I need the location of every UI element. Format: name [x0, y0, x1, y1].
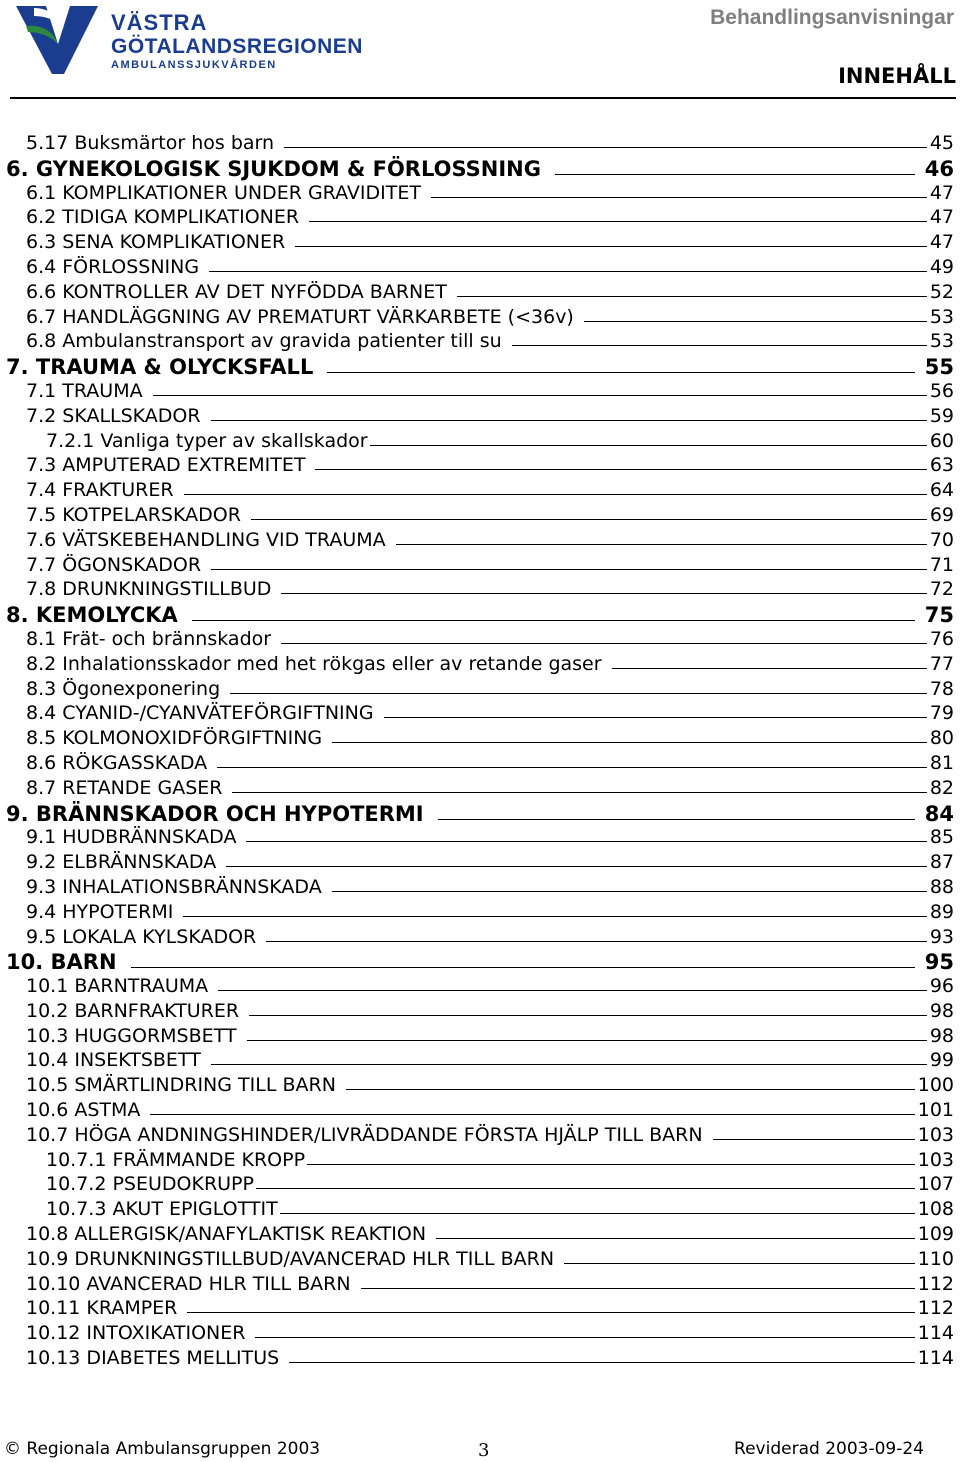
toc-entry-label: 7.2 SKALLSKADOR [26, 404, 201, 427]
toc-page-number: 88 [929, 875, 954, 898]
toc-entry-label: 7.5 KOTPELARSKADOR [26, 503, 241, 526]
toc-entry-row[interactable] [26, 653, 954, 678]
toc-leader-line [246, 841, 926, 842]
toc-leader-line [713, 1139, 915, 1140]
footer-page-number: 3 [478, 1440, 490, 1461]
toc-page-number: 93 [929, 925, 954, 948]
toc-entry-label: 6.8 Ambulanstransport av gravida patienter till su [26, 330, 502, 353]
toc-entry-label: 6.1 KOMPLIKATIONER UNDER GRAVIDITET [26, 181, 421, 204]
toc-leader-line [332, 742, 927, 743]
toc-entry-label: 7.6 VÄTSKEBEHANDLING VID TRAUMA [26, 528, 386, 551]
toc-chapter-row[interactable] [6, 603, 954, 628]
toc-entry-row[interactable] [26, 926, 954, 951]
toc-leader-line [131, 967, 915, 968]
toc-entry-label: 10.12 INTOXIKATIONER [26, 1322, 246, 1345]
toc-page-number: 103 [917, 1123, 954, 1146]
toc-page-number: 64 [929, 479, 954, 502]
toc-entry-label: 10.6 ASTMA [26, 1099, 141, 1122]
toc-entry-label: 7.7 ÖGONSKADOR [26, 553, 202, 576]
toc-entry-row[interactable] [26, 132, 954, 157]
toc-entry-label: 6.6 KONTROLLER AV DET NYFÖDDA BARNET [26, 280, 447, 303]
toc-leader-line [281, 643, 927, 644]
toc-page-number: 47 [929, 206, 954, 229]
toc-entry-label: 8.4 CYANID-/CYANVÄTEFÖRGIFTNING [26, 702, 374, 725]
toc-entry-label: 5.17 Buksmärtor hos barn [26, 132, 275, 154]
toc-page-number: 49 [929, 255, 954, 278]
toc-leader-line [555, 174, 915, 175]
footer-copyright: © Regionala Ambulansgruppen 2003 [4, 1439, 321, 1459]
toc-entry-label: 6.4 FÖRLOSSNING [26, 255, 200, 278]
toc-leader-line [184, 494, 927, 495]
toc-leader-line [211, 420, 927, 421]
toc-entry-row[interactable] [26, 1223, 954, 1248]
toc-entry-row[interactable] [26, 901, 954, 926]
toc-leader-line [457, 296, 927, 297]
toc-leader-line [251, 519, 927, 520]
toc-leader-line [289, 1362, 915, 1363]
toc-leader-line [612, 668, 927, 669]
toc-entry-label: 7.2.1 Vanliga typer av skallskador [46, 429, 368, 452]
toc-leader-line [232, 792, 926, 793]
toc-page-number: 100 [917, 1074, 954, 1097]
toc-entry-row[interactable] [26, 256, 954, 281]
toc-page-number: 114 [917, 1322, 954, 1345]
toc-page-number: 76 [929, 627, 954, 650]
toc-page-number: 53 [929, 305, 954, 328]
toc-leader-line [315, 469, 926, 470]
toc-entry-label: 6.2 TIDIGA KOMPLIKATIONER [26, 206, 300, 229]
toc-entry-label: 8.7 RETANDE GASER [26, 776, 223, 799]
toc-page-number: 46 [924, 156, 954, 181]
logo-line-3: AMBULANSSJUKVÅRDEN [111, 59, 277, 71]
toc-entry-row[interactable] [26, 1297, 954, 1322]
toc-entry-label: 10.1 BARNTRAUMA [26, 975, 209, 998]
toc-entry-row[interactable] [26, 206, 954, 231]
region-logo-icon [14, 4, 100, 76]
toc-entry-row[interactable] [26, 430, 954, 455]
toc-entry-label: 8.5 KOLMONOXIDFÖRGIFTNING [26, 727, 323, 750]
toc-entry-row[interactable] [26, 1347, 954, 1372]
toc-entry-label: 10.5 SMÄRTLINDRING TILL BARN [26, 1074, 336, 1097]
toc-leader-line [255, 1337, 914, 1338]
toc-page-number: 107 [917, 1173, 954, 1196]
toc-page-number: 87 [929, 851, 954, 874]
toc-entry-row[interactable] [26, 554, 954, 579]
toc-entry-row[interactable] [26, 1124, 954, 1149]
toc-entry-row[interactable] [26, 306, 954, 331]
toc-entry-row[interactable] [26, 1000, 954, 1025]
toc-entry-label: 6.3 SENA KOMPLIKATIONER [26, 231, 286, 254]
toc-entry-row[interactable] [26, 231, 954, 256]
toc-leader-line [256, 1188, 915, 1189]
toc-leader-line [436, 1238, 915, 1239]
toc-entry-row[interactable] [26, 1322, 954, 1347]
toc-entry-row[interactable] [26, 1248, 954, 1273]
toc-leader-line [218, 990, 927, 991]
toc-entry-label: 7.1 TRAUMA [26, 379, 143, 402]
toc-entry-row[interactable] [26, 1025, 954, 1050]
toc-leader-line [150, 1114, 914, 1115]
logo [14, 4, 364, 76]
toc-entry-row[interactable] [26, 752, 954, 777]
toc-page-number: 78 [929, 677, 954, 700]
toc-entry-row[interactable] [26, 454, 954, 479]
toc-page-number: 70 [929, 528, 954, 551]
toc-page-number: 110 [917, 1247, 954, 1270]
toc-entry-row[interactable] [26, 182, 954, 207]
footer-revised-date: Reviderad 2003-09-24 [734, 1439, 924, 1459]
section-title: INNEHÅLL [838, 64, 956, 88]
toc-page-number: 75 [924, 603, 954, 628]
toc-page-number: 69 [929, 503, 954, 526]
toc-leader-line [361, 1288, 915, 1289]
logo-text [111, 12, 363, 71]
toc-entry-label: 10.13 DIABETES MELLITUS [26, 1347, 280, 1370]
toc-page-number: 53 [929, 330, 954, 353]
toc-entry-row[interactable] [26, 975, 954, 1000]
toc-entry-label: 8.2 Inhalationsskador med het rökgas eller av retande gaser [26, 652, 602, 675]
toc-page-number: 108 [917, 1198, 954, 1221]
toc-leader-line [211, 569, 927, 570]
toc-entry-row[interactable] [26, 1198, 954, 1223]
toc-page-number: 98 [929, 999, 954, 1022]
toc-leader-line [332, 891, 927, 892]
toc-page-number: 81 [929, 751, 954, 774]
toc-entry-label: 8.1 Frät- och brännskador [26, 627, 272, 650]
toc-entry-label: 10.7 HÖGA ANDNINGSHINDER/LIVRÄDDANDE FÖRSTA HJÄLP TILL BARN [26, 1123, 703, 1146]
toc-entry-label: 10.11 KRAMPER [26, 1297, 178, 1320]
toc-leader-line [512, 345, 927, 346]
toc-page-number: 71 [929, 553, 954, 576]
toc-page-number: 56 [929, 379, 954, 402]
toc-page-number: 89 [929, 900, 954, 923]
toc-leader-line [431, 197, 927, 198]
toc-entry-label: 10.4 INSEKTSBETT [26, 1049, 201, 1072]
toc-page-number: 112 [917, 1272, 954, 1295]
toc-leader-line [346, 1089, 915, 1090]
logo-line-1: VÄSTRA [111, 10, 208, 35]
toc-entry-row[interactable] [26, 281, 954, 306]
toc-entry-row[interactable] [26, 330, 954, 355]
toc-entry-row[interactable] [26, 479, 954, 504]
logo-line-2: GÖTALANDSREGIONEN [111, 35, 363, 58]
toc-page-number: 55 [924, 355, 954, 380]
toc-entry-label: 10.7.1 FRÄMMANDE KROPP [46, 1148, 306, 1171]
toc-leader-line [266, 941, 927, 942]
toc-entry-label: 6.7 HANDLÄGGNING AV PREMATURT VÄRKARBETE (<36v) [26, 305, 574, 328]
toc-entry-label: 10.3 HUGGORMSBETT [26, 1024, 237, 1047]
toc-leader-line [217, 767, 927, 768]
toc-entry-row[interactable] [26, 1049, 954, 1074]
toc-entry-label: 9.4 HYPOTERMI [26, 900, 174, 923]
toc-leader-line [209, 271, 927, 272]
toc-leader-line [309, 221, 927, 222]
toc-entry-row[interactable] [26, 1099, 954, 1124]
toc-entry-label: 10.9 DRUNKNINGSTILLBUD/AVANCERAD HLR TILL BARN [26, 1247, 555, 1270]
toc-page-number: 72 [929, 578, 954, 601]
toc-entry-row[interactable] [26, 876, 954, 901]
toc-page-number: 99 [929, 1049, 954, 1072]
toc-entry-label: 8. KEMOLYCKA [6, 603, 178, 628]
toc-entry-label: 10. BARN [6, 950, 117, 975]
toc-entry-label: 6. GYNEKOLOGISK SJUKDOM & FÖRLOSSNING [6, 156, 541, 181]
toc-entry-label: 7.4 FRAKTURER [26, 479, 174, 502]
toc-entry-row[interactable] [26, 777, 954, 802]
toc-leader-line [183, 916, 926, 917]
toc-chapter-row[interactable] [6, 157, 954, 182]
toc-entry-label: 9.2 ELBRÄNNSKADA [26, 851, 217, 874]
toc-page-number: 95 [924, 950, 954, 975]
toc-page-number: 47 [929, 231, 954, 254]
toc-entry-label: 10.2 BARNFRAKTURER [26, 999, 240, 1022]
toc-entry-row[interactable] [26, 529, 954, 554]
toc-entry-label: 7. TRAUMA & OLYCKSFALL [6, 355, 314, 380]
toc-entry-row[interactable] [26, 504, 954, 529]
toc-chapter-row[interactable] [6, 950, 954, 975]
toc-entry-label: 9.1 HUDBRÄNNSKADA [26, 826, 237, 849]
toc-leader-line [384, 717, 927, 718]
header-divider [10, 97, 956, 99]
toc-entry-row[interactable] [26, 405, 954, 430]
toc-leader-line [295, 246, 927, 247]
toc-page-number: 114 [917, 1347, 954, 1370]
toc-entry-label: 8.3 Ögonexponering [26, 677, 221, 700]
toc-entry-row[interactable] [26, 678, 954, 703]
toc-leader-line [192, 620, 915, 621]
toc-leader-line [584, 321, 927, 322]
toc-page-number: 85 [929, 826, 954, 849]
toc-entry-label: 10.10 AVANCERAD HLR TILL BARN [26, 1272, 351, 1295]
toc-leader-line [247, 1040, 927, 1041]
toc-leader-line [370, 445, 927, 446]
toc-entry-label: 10.7.3 AKUT EPIGLOTTIT [46, 1198, 278, 1221]
toc-entry-label: 9. BRÄNNSKADOR OCH HYPOTERMI [6, 801, 424, 826]
toc-page-number: 47 [929, 181, 954, 204]
toc-page-number: 59 [929, 404, 954, 427]
toc-entry-row[interactable] [26, 1173, 954, 1198]
toc-page-number: 112 [917, 1297, 954, 1320]
toc-chapter-row[interactable] [6, 355, 954, 380]
toc-chapter-row[interactable] [6, 802, 954, 827]
toc-page-number: 60 [929, 429, 954, 452]
toc-entry-label: 10.7.2 PSEUDOKRUPP [46, 1173, 254, 1196]
toc-entry-row[interactable] [26, 1273, 954, 1298]
toc-leader-line [284, 147, 927, 148]
toc-page-number: 101 [917, 1099, 954, 1122]
toc-entry-row[interactable] [26, 628, 954, 653]
toc-page-number: 84 [924, 801, 954, 826]
toc-entry-row[interactable] [26, 727, 954, 752]
toc-page-number: 82 [929, 776, 954, 799]
toc-leader-line [281, 593, 926, 594]
toc-entry-row[interactable] [26, 1074, 954, 1099]
toc-page-number: 52 [929, 280, 954, 303]
toc-page-number: 77 [929, 652, 954, 675]
toc-entry-row[interactable] [26, 578, 954, 603]
toc-page-number: 63 [929, 454, 954, 477]
toc-page-number: 45 [929, 132, 954, 154]
toc-page-number: 103 [917, 1148, 954, 1171]
toc-entry-row[interactable] [26, 1149, 954, 1174]
toc-entry-label: 10.8 ALLERGISK/ANAFYLAKTISK REAKTION [26, 1223, 427, 1246]
toc-entry-label: 7.8 DRUNKNINGSTILLBUD [26, 578, 272, 601]
toc-entry-label: 9.3 INHALATIONSBRÄNNSKADA [26, 875, 322, 898]
toc-leader-line [249, 1015, 927, 1016]
toc-leader-line [187, 1312, 914, 1313]
document-title: Behandlingsanvisningar [710, 6, 954, 29]
toc-leader-line [226, 866, 927, 867]
toc-page-number: 79 [929, 702, 954, 725]
toc-leader-line [438, 819, 915, 820]
toc-leader-line [153, 395, 927, 396]
toc-entry-label: 8.6 RÖKGASSKADA [26, 751, 208, 774]
toc-page-number: 109 [917, 1223, 954, 1246]
toc-leader-line [396, 544, 927, 545]
toc-entry-label: 9.5 LOKALA KYLSKADOR [26, 925, 257, 948]
toc-page-number: 96 [929, 975, 954, 998]
toc-leader-line [230, 693, 927, 694]
toc-entry-row[interactable] [26, 851, 954, 876]
toc-entry-row[interactable] [26, 826, 954, 851]
toc-leader-line [327, 372, 914, 373]
toc-leader-line [280, 1213, 915, 1214]
toc-leader-line [564, 1263, 915, 1264]
toc-leader-line [211, 1064, 927, 1065]
toc-entry-row[interactable] [26, 702, 954, 727]
table-of-contents [6, 132, 954, 1372]
toc-page-number: 80 [929, 727, 954, 750]
toc-page-number: 98 [929, 1024, 954, 1047]
toc-entry-label: 7.3 AMPUTERAD EXTREMITET [26, 454, 306, 477]
toc-leader-line [307, 1164, 915, 1165]
toc-entry-row[interactable] [26, 380, 954, 405]
